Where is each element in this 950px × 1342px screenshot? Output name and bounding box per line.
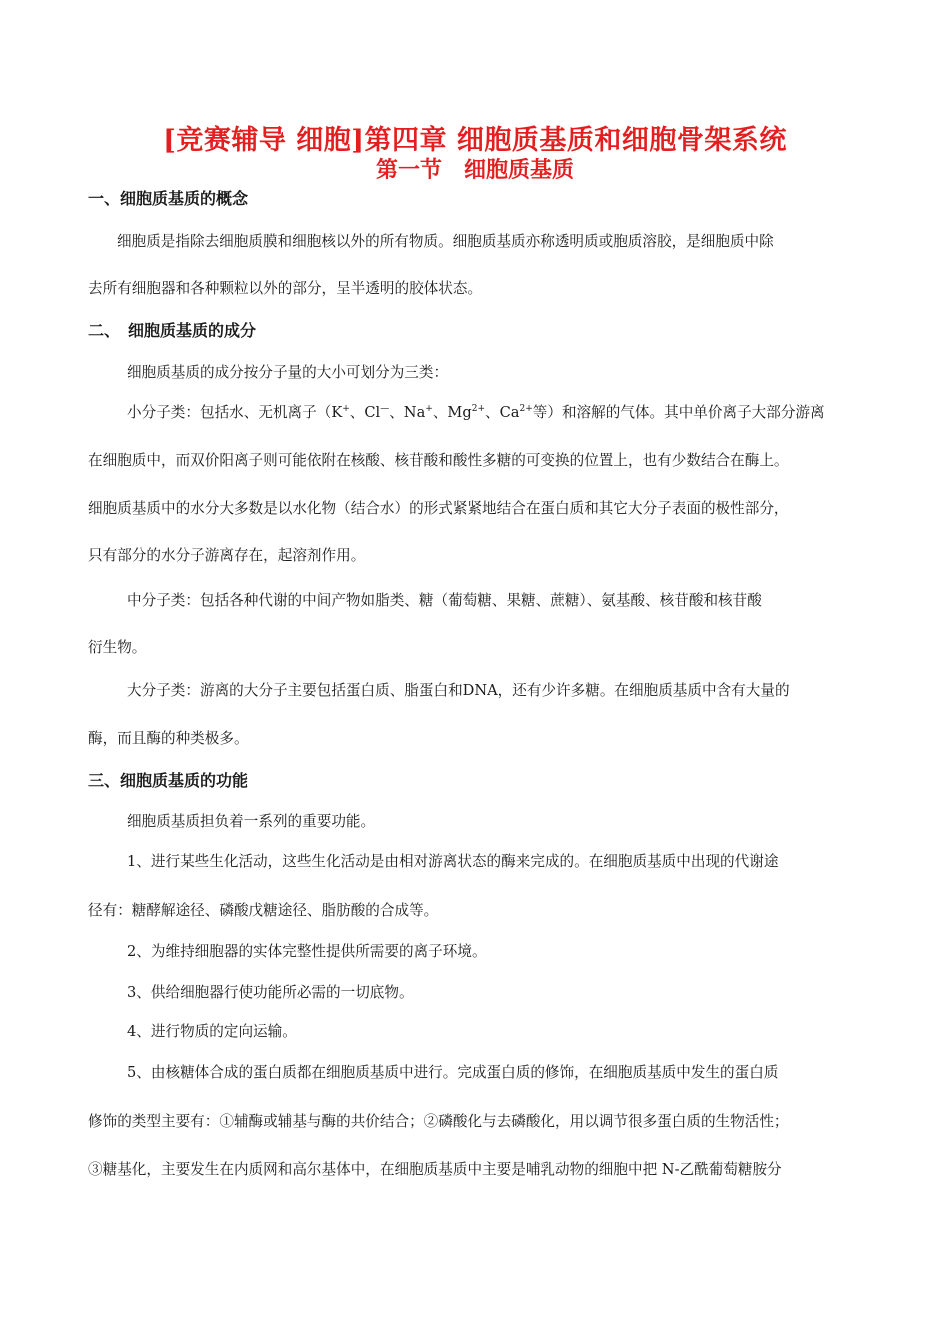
ions-line-rest: 等）和溶解的气体。其中单价离子大部分游离 <box>532 404 825 421</box>
paragraph-line: 酶，而且酶的种类极多。 <box>88 730 249 747</box>
section-title: 第一节 细胞质基质 <box>375 157 574 183</box>
ca-charge: 2+ <box>519 404 533 415</box>
section-heading-components: 二、 细胞质基质的成分 <box>88 321 257 340</box>
chapter-title: [竞赛辅导 细胞]第四章 细胞质基质和细胞骨架系统 <box>163 125 787 156</box>
section-heading-concept: 一、细胞质基质的概念 <box>88 189 249 208</box>
paragraph-line: 只有部分的水分子游离存在，起溶剂作用。 <box>88 547 366 564</box>
paragraph-line: 4、进行物质的定向运输。 <box>127 1023 297 1040</box>
paragraph-line: 衍生物。 <box>88 639 147 656</box>
paragraph-line: 细胞质是指除去细胞质膜和细胞核以外的所有物质。细胞质基质亦称透明质或胞质溶胶，是细胞质中除 <box>117 233 774 250</box>
k-charge: + <box>342 404 350 415</box>
cl-ion: 、Cl <box>349 404 381 421</box>
ions-line-start: 小分子类：包括水、无机离子（K <box>127 404 343 421</box>
paragraph-line: 细胞质基质中的水分大多数是以水化物（结合水）的形式紧紧地结合在蛋白质和其它大分子表面的极性部分， <box>88 500 789 517</box>
paragraph-line: ③糖基化，主要发生在内质网和高尔基体中，在细胞质基质中主要是哺乳动物的细胞中把 N-乙酰葡萄糖胺分 <box>88 1161 782 1178</box>
cl-charge: — <box>380 404 390 415</box>
paragraph-line: 2、为维持细胞器的实体完整性提供所需要的离子环境。 <box>127 943 487 960</box>
paragraph-line: 中分子类：包括各种代谢的中间产物如脂类、糖（葡萄糖、果糖、蔗糖）、氨基酸、核苷酸和核苷酸 <box>127 592 762 609</box>
paragraph-line: 大分子类：游离的大分子主要包括蛋白质、脂蛋白和DNA，还有少许多糖。在细胞质基质中含有大量的 <box>127 682 790 699</box>
section-heading-functions: 三、细胞质基质的功能 <box>88 771 249 790</box>
mg-charge: 2+ <box>471 404 485 415</box>
na-charge: + <box>425 404 433 415</box>
paragraph-line: 3、供给细胞器行使功能所必需的一切底物。 <box>127 984 414 1001</box>
paragraph-line: 1、进行某些生化活动，这些生化活动是由相对游离状态的酶来完成的。在细胞质基质中出现的代谢途 <box>127 853 779 870</box>
paragraph-line: 径有：糖酵解途径、磷酸戊糖途径、脂肪酸的合成等。 <box>88 902 439 919</box>
paragraph-line: 在细胞质中，而双价阳离子则可能依附在核酸、核苷酸和酸性多糖的可变换的位置上，也有少数结合在酶上。 <box>88 452 789 469</box>
paragraph-line: 5、由核糖体合成的蛋白质都在细胞质基质中进行。完成蛋白质的修饰，在细胞质基质中发生的蛋白质 <box>127 1064 779 1081</box>
paragraph-line: 细胞质基质的成分按分子量的大小可划分为三类： <box>127 364 449 381</box>
mg-ion: 、Mg <box>432 404 472 421</box>
paragraph-line: 去所有细胞器和各种颗粒以外的部分，呈半透明的胶体状态。 <box>88 280 483 297</box>
ions-line <box>127 403 825 423</box>
paragraph-line: 细胞质基质担负着一系列的重要功能。 <box>127 813 376 830</box>
paragraph-line: 修饰的类型主要有：①辅酶或辅基与酶的共价结合；②磷酸化与去磷酸化，用以调节很多蛋白质的生物活性； <box>88 1113 789 1130</box>
na-ion: 、Na <box>389 404 426 421</box>
ca-ion: 、Ca <box>485 404 520 421</box>
